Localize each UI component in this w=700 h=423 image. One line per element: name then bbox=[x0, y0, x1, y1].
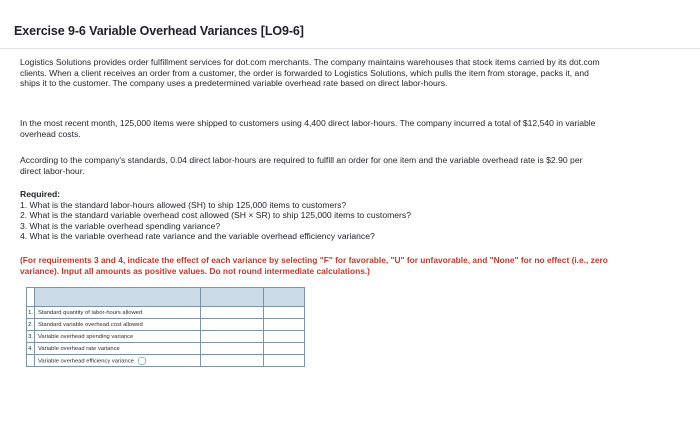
standard-cost-input[interactable] bbox=[201, 320, 263, 329]
table-row bbox=[27, 307, 305, 319]
row-number: 1. bbox=[27, 307, 35, 319]
spending-variance-effect-select[interactable] bbox=[264, 332, 304, 342]
row-label: Variable overhead spending variance bbox=[35, 331, 201, 343]
month-data-paragraph: In the most recent month, 125,000 items were shipped to customers using 4,400 direct labor-hours. The company incurred a total of $12,540 in variable overhead costs. bbox=[20, 118, 596, 139]
effect-cell bbox=[264, 343, 305, 355]
row-number bbox=[27, 355, 35, 367]
required-section bbox=[20, 189, 605, 242]
table-row bbox=[27, 331, 305, 343]
required-item-4: 4. What is the variable overhead rate variance and the variable overhead efficiency variance? bbox=[20, 231, 375, 242]
row-number: 2. bbox=[27, 319, 35, 331]
answer-table-header bbox=[27, 288, 305, 307]
value-cell bbox=[201, 319, 264, 331]
header-cell-label bbox=[35, 288, 201, 307]
spending-variance-input[interactable] bbox=[201, 332, 263, 341]
row-label-text: Variable overhead efficiency variance bbox=[38, 358, 134, 365]
header-cell-effect bbox=[264, 288, 305, 307]
effect-cell bbox=[264, 331, 305, 343]
header-cell-num bbox=[27, 288, 35, 307]
dropdown-caret-icon[interactable] bbox=[138, 357, 146, 365]
empty-effect-cell bbox=[264, 319, 305, 331]
required-item-3: 3. What is the variable overhead spending variance? bbox=[20, 220, 221, 231]
rate-variance-effect-select[interactable] bbox=[264, 344, 304, 354]
standards-paragraph: According to the company's standards, 0.04 direct labor-hours are required to fulfill an order for one item and the variable overhead rate is $2.90 per direct labor-hour. bbox=[20, 155, 583, 176]
row-label bbox=[35, 355, 201, 367]
rate-variance-input[interactable] bbox=[201, 344, 263, 353]
table-row bbox=[27, 343, 305, 355]
efficiency-variance-input[interactable] bbox=[201, 356, 263, 365]
value-cell bbox=[201, 343, 264, 355]
title-bar bbox=[0, 0, 700, 49]
table-row bbox=[27, 319, 305, 331]
row-label: Variable overhead rate variance bbox=[35, 343, 201, 355]
row-number: 3. bbox=[27, 331, 35, 343]
row-label: Standard variable overhead cost allowed bbox=[35, 319, 201, 331]
page-title: Exercise 9-6 Variable Overhead Variances [LO9-6] bbox=[14, 24, 304, 38]
instructions-text: (For requirements 3 and 4, indicate the effect of each variance by selecting "F" for favorable, "U" for unfavorable, and "None" for no effect (i.e., zero variance). Input all amounts as positive values. Do not round intermediate calculations.) bbox=[20, 255, 608, 276]
header-cell-value bbox=[201, 288, 264, 307]
efficiency-variance-effect-select[interactable] bbox=[264, 356, 304, 366]
value-cell bbox=[201, 355, 264, 367]
instructions-note bbox=[20, 255, 610, 276]
required-item-1: 1. What is the standard labor-hours allowed (SH) to ship 125,000 items to customers? bbox=[20, 199, 347, 210]
required-heading: Required: bbox=[20, 189, 61, 199]
empty-effect-cell bbox=[264, 307, 305, 319]
value-cell bbox=[201, 331, 264, 343]
required-item-2: 2. What is the standard variable overhead cost allowed (SH × SR) to ship 125,000 items to customers? bbox=[20, 210, 411, 221]
row-number: 4. bbox=[27, 343, 35, 355]
answer-table bbox=[26, 287, 305, 367]
value-cell bbox=[201, 307, 264, 319]
row-label: Standard quantity of labor-hours allowed bbox=[35, 307, 201, 319]
table-row bbox=[27, 355, 305, 367]
standard-hours-input[interactable] bbox=[201, 308, 263, 317]
scenario-paragraph: Logistics Solutions provides order fulfillment services for dot.com merchants. The company maintains warehouses that stock items carried by its dot.com clients. When a client receives an order from a customer, the order is forwarded to Logistics Solutions, which pulls the item from storage, packs it, and ships it to the customer. The company uses a predetermined variable overhead rate based on direct labor-hours. bbox=[20, 57, 600, 89]
effect-cell bbox=[264, 355, 305, 367]
